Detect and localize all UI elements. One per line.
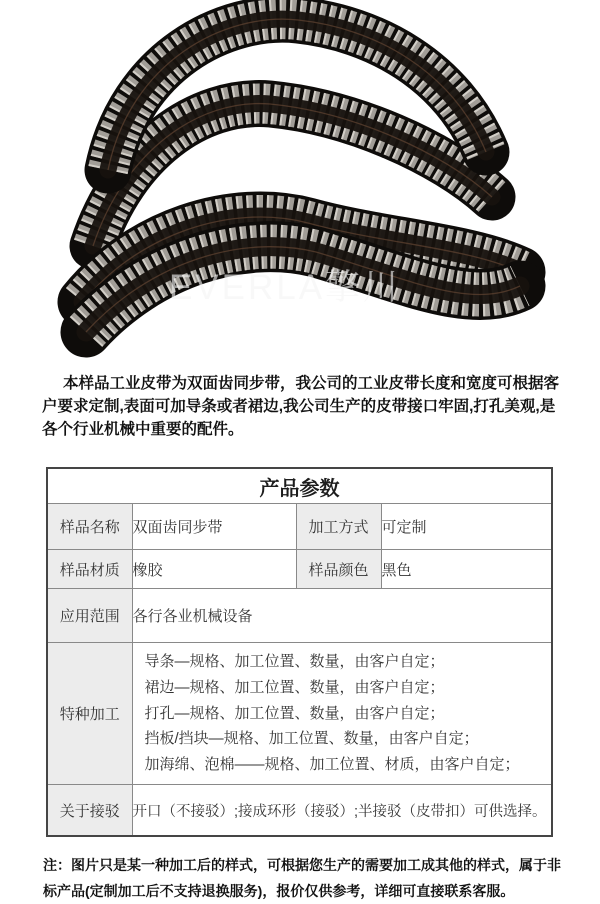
special-processing-line: 加海绵、泡棉——规格、加工位置、材质，由客户自定； xyxy=(144,756,520,774)
param-label-material: 样品材质 xyxy=(47,550,132,589)
param-value-material: 橡胶 xyxy=(132,550,296,589)
table-title-row xyxy=(47,468,552,504)
param-label-processing: 加工方式 xyxy=(296,504,381,550)
special-processing-line: 导条—规格、加工位置、数量，由客户自定； xyxy=(144,653,445,670)
param-value-sample-name: 双面齿同步带 xyxy=(132,504,296,550)
param-label-joining: 关于接驳 xyxy=(47,784,132,836)
product-description: 本样品工业皮带为双面齿同步带，我公司的工业皮带长度和宽度可根据客户要求定制,表面可加导条或者裙边,我公司生产的皮带接口牢固,打孔美观,是各个行业机械中重要的配件。 xyxy=(42,375,560,438)
param-value-application: 各行各业机械设备 xyxy=(132,589,552,643)
special-processing-line: 挡板/挡块—规格、加工位置、数量，由客户自定； xyxy=(144,730,479,748)
param-value-processing: 可定制 xyxy=(381,504,552,550)
belt-illustration xyxy=(0,0,600,362)
product-photo xyxy=(0,0,600,362)
table-row xyxy=(47,589,552,643)
table-row xyxy=(47,550,552,589)
table-row xyxy=(47,643,552,785)
param-label-color: 样品颜色 xyxy=(296,550,381,589)
param-value-special-processing xyxy=(132,643,552,785)
param-label-sample-name: 样品名称 xyxy=(47,504,132,550)
product-parameters-table xyxy=(46,467,553,837)
brand-watermark: EVERLA擎川 xyxy=(168,268,402,307)
table-row xyxy=(47,504,552,550)
disclaimer-note: 注：图片只是某一种加工后的样式，可根据您生产的需要加工成其他的样式，属于非标产品(定制加工后不支持退换服务)，报价仅供参考，详细可直接联系客服。 xyxy=(43,857,561,900)
special-processing-line: 打孔—规格、加工位置、数量，由客户自定； xyxy=(144,704,445,722)
table-row xyxy=(47,784,552,836)
param-value-color: 黑色 xyxy=(381,550,552,589)
param-value-joining: 开口（不接驳）;接成环形（接驳）;半接驳（皮带扣）可供选择。 xyxy=(132,784,552,836)
special-processing-line: 裙边—规格、加工位置、数量，由客户自定； xyxy=(144,678,445,696)
table-title: 产品参数 xyxy=(47,468,552,504)
param-label-application: 应用范围 xyxy=(47,589,132,643)
param-label-special-processing: 特种加工 xyxy=(47,643,132,785)
